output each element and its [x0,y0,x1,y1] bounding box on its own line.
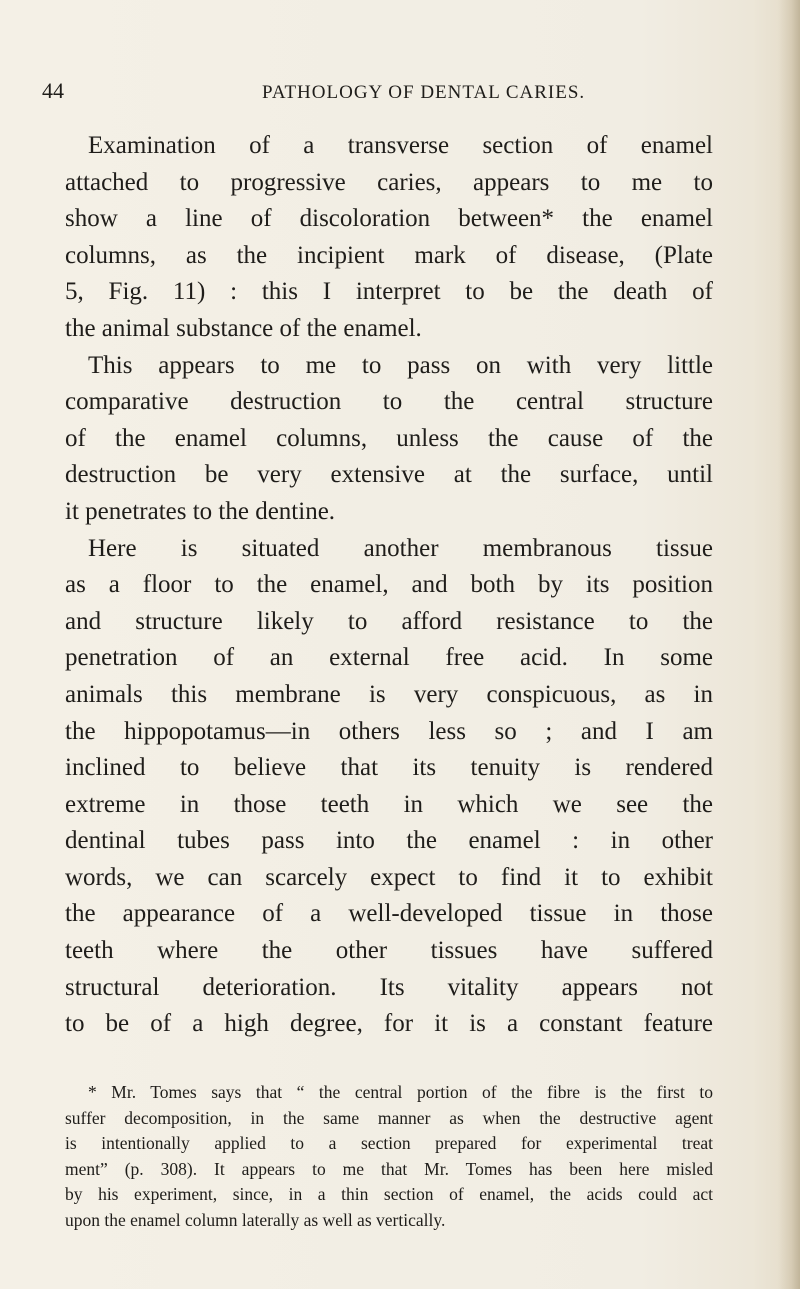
footnote-line: by his experiment, since, in a thin section of enamel, the acids could act [65,1184,713,1205]
body-line: it penetrates to the dentine. [65,497,336,525]
body-line: 5, Fig. 11) : this I interpret to be the death of [65,278,713,306]
footnote-line: upon the enamel column laterally as well as vertically. [65,1209,446,1230]
body-line: inclined to believe that its tenuity is rendered [65,754,713,782]
footnote [65,1080,713,1234]
page-edge-shadow [778,0,800,1289]
body-line: This appears to me to pass on with very little [88,351,713,379]
body-line: columns, as the incipient mark of disease, (Plate [65,241,713,269]
body-line: dentinal tubes pass into the enamel : in other [65,827,713,855]
body-line: Examination of a transverse section of enamel [88,132,713,159]
footnote-line: * Mr. Tomes says that “ the central portion of the fibre is the first to [88,1082,713,1102]
body-line: animals this membrane is very conspicuous, as in [65,680,713,708]
footnote-line: ment” (p. 308). It appears to me that Mr. Tomes has been here misled [65,1158,713,1179]
body-text [65,128,713,1043]
body-line: extreme in those teeth in which we see the [65,790,713,818]
body-line: and structure likely to afford resistance to the [65,607,713,635]
running-title: PATHOLOGY OF DENTAL CARIES. [262,82,586,103]
body-line: the animal substance of the enamel. [65,314,422,342]
body-line: show a line of discoloration between* the enamel [65,205,713,233]
body-line: Here is situated another membranous tissue [88,534,713,562]
body-line: the appearance of a well-developed tissue in those [65,900,713,928]
body-line: teeth where the other tissues have suffered [65,937,713,965]
footnote-line: is intentionally applied to a section prepared for experimental treat [65,1133,713,1154]
page-number: 44 [42,78,64,103]
body-line: comparative destruction to the central structure [65,388,713,416]
body-line: the hippopotamus—in others less so ; and I am [65,717,713,745]
body-line: as a floor to the enamel, and both by its position [65,571,713,599]
body-line: destruction be very extensive at the surface, until [65,461,713,489]
footnote-line: suffer decomposition, in the same manner as when the destructive agent [65,1107,713,1128]
body-line: penetration of an external free acid. In some [65,644,713,672]
page-header [42,78,762,112]
body-line: structural deterioration. Its vitality appears not [65,973,713,1001]
body-line: of the enamel columns, unless the cause of the [65,424,713,452]
body-line: attached to progressive caries, appears to me to [65,168,713,196]
body-line: to be of a high degree, for it is a constant feature [65,1010,713,1038]
body-line: words, we can scarcely expect to find it to exhibit [65,863,713,891]
